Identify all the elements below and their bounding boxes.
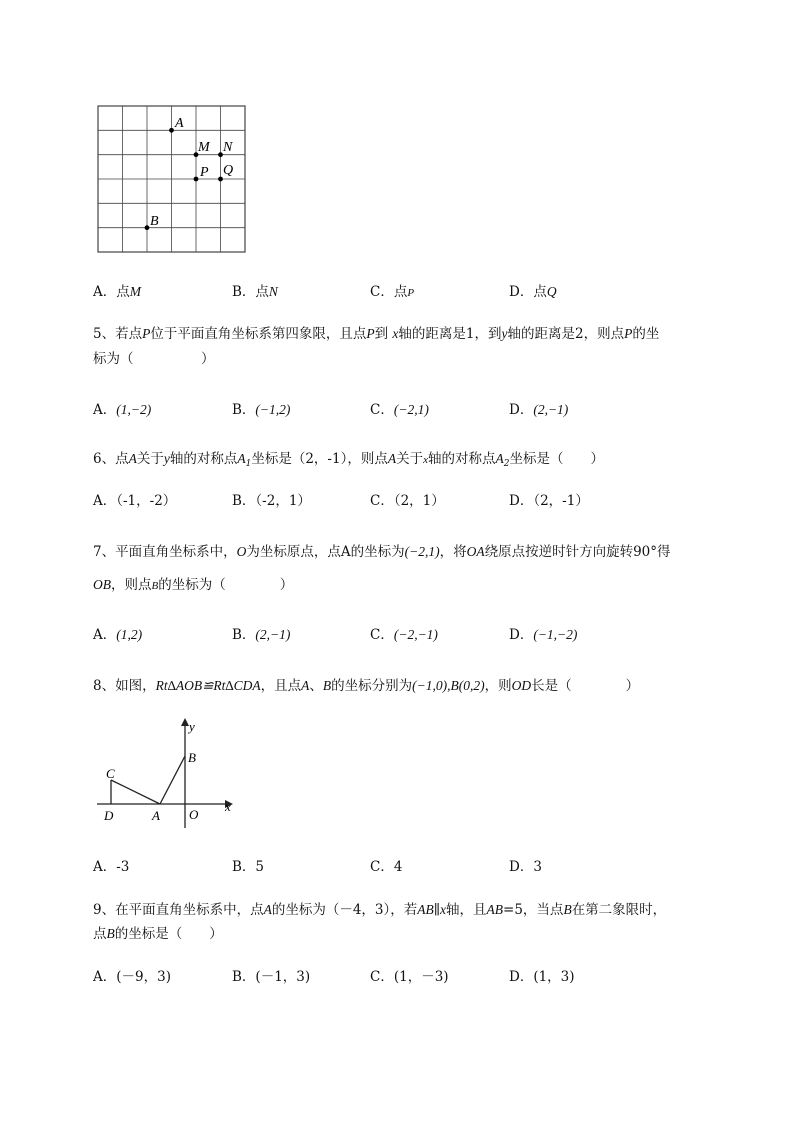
option-value: （2，1） [393,493,445,509]
q5-stem-line2 [93,347,215,371]
option-value: (2,−1) [255,627,291,642]
var: AB [417,902,434,917]
q7-option-c[interactable] [370,625,438,645]
q9-option-b[interactable] [232,967,310,987]
option-value: -3 [116,859,130,875]
option-value: （2，-1） [533,493,589,509]
point-B [145,225,150,230]
option-prefix: 点 [255,284,269,300]
option-letter: D． [509,402,534,418]
text: 的坐 [632,326,660,342]
var: OD [511,678,532,693]
option-value: (2,−1) [533,402,569,417]
text: 在第二象限时， [571,902,667,918]
var: OB [93,577,111,592]
text: 坐标是（2，-1），则点 [251,451,388,467]
var: O [236,544,247,559]
option-value: （-1，-2） [116,493,177,509]
option-prefix: 点 [393,284,408,300]
q9-option-c[interactable] [370,967,449,987]
option-prefix: 点 [533,284,547,300]
option-letter: B． [232,969,256,985]
option-letter: D． [509,969,534,985]
text: ，则点 [111,577,152,593]
q6-option-d[interactable] [509,491,589,511]
option-letter: A． [93,627,117,643]
y-arrow-icon [181,718,189,726]
var: B [151,580,159,592]
text: 轴，且 [446,902,487,918]
q8-option-c[interactable] [370,857,402,877]
text: ，将 [439,544,467,560]
q9-option-d[interactable] [509,967,575,987]
coord: (−1,0),B(0,2) [412,678,485,693]
option-letter: C． [370,493,394,509]
coordinate-figure [95,718,245,833]
subscript: 2 [503,459,510,469]
q5-option-b[interactable] [232,400,290,420]
option-value: （-2，1） [255,493,311,509]
text: 轴的距离是2，则点 [507,326,625,342]
var: A [237,451,246,466]
segment-CA [111,780,160,804]
text: 轴的对称点 [427,451,496,467]
text: 的坐标是（ ） [114,926,223,942]
fig-label-D: D [104,808,114,823]
q4-option-d[interactable] [509,282,557,302]
q5-option-a[interactable] [93,400,151,420]
option-value: (1,2) [116,627,143,642]
label-M: M [198,140,210,155]
q9-stem-line2 [93,922,223,946]
point-P [194,177,199,182]
option-letter: C． [370,859,394,875]
var: AB [486,902,504,917]
option-value: (−2,−1) [393,627,438,642]
q8-option-d[interactable] [509,857,542,877]
text: 轴的距离是1，到 [398,326,502,342]
var: x [440,902,447,917]
q7-option-b[interactable] [232,625,290,645]
q6-option-c[interactable] [370,491,445,511]
option-value: (1，－3) [393,969,449,985]
label-A: A [175,116,184,131]
text: 长是（ ） [531,678,640,694]
coord: (−2,1) [404,544,440,559]
q5-option-d[interactable] [509,400,568,420]
option-prefix: 点 [116,284,130,300]
fig-label-C: C [106,766,115,781]
option-letter: B． [232,284,256,300]
var: x [423,454,428,466]
option-var: N [268,284,278,299]
var: A [495,451,504,466]
q4-option-c[interactable] [370,282,414,303]
segment-AB [160,756,185,804]
text: ∥ [433,902,441,918]
var: A [301,678,310,693]
option-letter: C． [370,402,394,418]
option-letter: A． [93,493,117,509]
text: 的坐标分别为 [331,678,413,694]
text: 关于 [136,451,164,467]
q8-option-b[interactable] [232,857,264,877]
label-P: P [200,165,209,180]
text: 点 [93,926,107,942]
option-letter: A． [93,859,117,875]
option-value: 3 [533,859,542,875]
option-value: 5 [255,859,265,875]
option-letter: D． [509,627,534,643]
fig-label-y: y [189,719,195,734]
label-B: B [150,214,159,229]
formula: Rt∆AOB≌Rt∆CDA [155,678,261,693]
option-var: P [407,287,415,299]
option-value: (－1，3) [255,969,311,985]
q6-stem [93,447,604,476]
q7-option-d[interactable] [509,625,577,645]
option-letter: D． [509,859,534,875]
option-letter: B． [232,493,256,509]
option-letter: C． [370,627,394,643]
var: B [322,678,332,693]
q9-option-a[interactable] [93,967,171,987]
point-A [169,128,174,133]
text: 绕原点按逆时针方向旋转90°得 [484,544,671,560]
option-letter: B． [232,402,256,418]
var: B [106,926,115,941]
grid-figure [90,100,260,260]
text: =5，当点 [503,902,564,918]
q7-option-a[interactable] [93,625,142,645]
option-value: (1，3) [533,969,575,985]
option-value: 4 [393,859,403,875]
option-letter: C． [370,284,394,300]
option-value: (1,−2) [116,402,152,417]
option-value: (−1,2) [255,402,291,417]
text: 为坐标原点，点A的坐标为 [246,544,405,560]
option-letter: B． [232,627,256,643]
subscript: 1 [245,459,252,469]
option-letter: A． [93,284,117,300]
q6-option-b[interactable] [232,491,311,511]
option-value: (－9，3) [116,969,171,985]
fig-label-B: B [188,750,196,765]
text: 5、若点 [93,326,143,342]
var: A [387,451,397,466]
option-var: M [129,284,141,299]
var: A [128,451,137,466]
var: A [263,902,272,917]
var: y [501,326,508,341]
var: P [366,326,375,341]
text: 轴的对称点 [169,451,238,467]
text: 8、如图， [93,678,156,694]
var: B [563,902,572,917]
q9-stem-line1 [93,898,666,922]
option-letter: D． [509,493,534,509]
option-letter: A． [93,402,117,418]
var: x [392,326,399,341]
q8-option-a[interactable] [93,857,129,877]
text: 到 [374,326,393,342]
fig-label-O: O [189,807,199,822]
option-letter: D． [509,284,534,300]
option-letter: C． [370,969,394,985]
text: 9、在平面直角坐标系中，点 [93,902,264,918]
text: 的坐标为（ ） [158,577,294,593]
var: P [624,326,633,341]
option-var: Q [546,284,557,299]
option-value: (−1,−2) [533,627,578,642]
fig-label-x: x [225,799,231,814]
q4-option-b[interactable] [232,282,278,302]
text: 坐标是（ ） [509,451,604,467]
label-Q: Q [223,163,234,178]
option-letter: B． [232,859,256,875]
q7-stem-line2 [93,573,293,598]
q6-option-a[interactable] [93,491,176,511]
option-value: (−2,1) [393,402,429,417]
text: 位于平面直角坐标系第四象限，且点 [150,326,367,342]
fig-label-A: A [152,808,160,823]
label-N: N [223,140,233,155]
text: 、 [309,678,323,694]
q8-stem [93,674,639,698]
var: P [142,326,151,341]
text: 的坐标为（－4，3），若 [271,902,418,918]
text: ，且点 [260,678,302,694]
option-letter: A． [93,969,117,985]
text: 关于 [396,451,424,467]
text: 7、平面直角坐标系中， [93,544,237,560]
q7-stem-line1 [93,540,671,564]
text: 6、点 [93,451,129,467]
q5-stem-line1 [93,322,659,346]
text: ，则 [484,678,512,694]
q5-option-c[interactable] [370,400,429,420]
text: 标为（ ） [93,351,215,367]
q4-option-a[interactable] [93,282,141,302]
var: OA [466,544,485,559]
var: y [163,451,170,466]
